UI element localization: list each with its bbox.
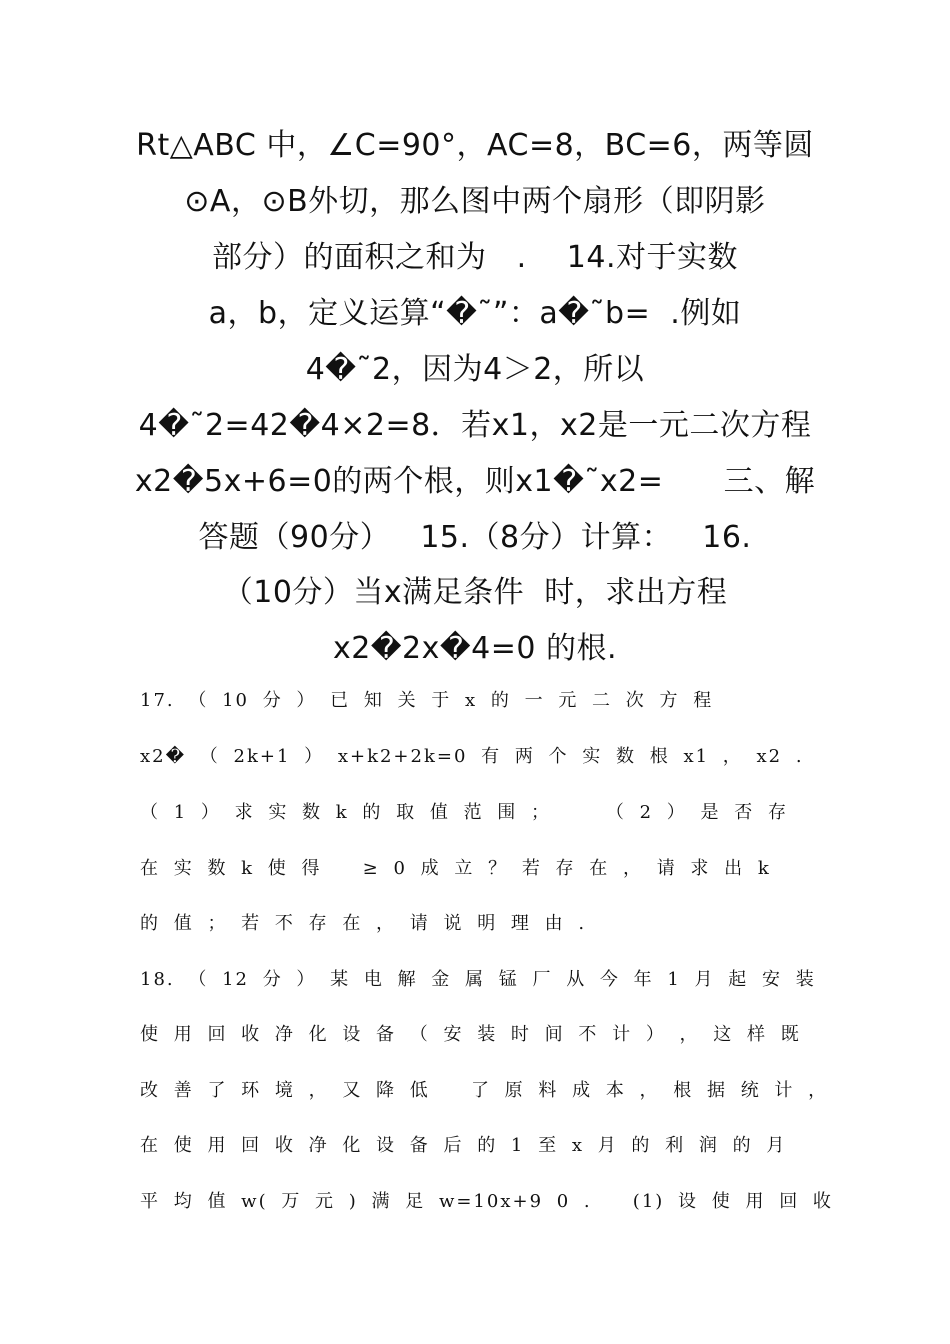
question-18-line: 平 均 值 w( 万 元 ) 满 足 w=10x+9 0 . (1) 设 使 用 回 收	[140, 1191, 833, 1212]
question-17-line: （ 1 ） 求 实 数 k 的 取 值 范 围 ； （ 2 ） 是 否 存	[140, 802, 788, 823]
question-17-line: 的 值 ； 若 不 存 在 ， 请 说 明 理 由 .	[140, 913, 587, 934]
text-line: 4�˜2=42�4×2=8．若x1，x2是一元二次方程	[138, 408, 812, 443]
question-17-line: 在 实 数 k 使 得 ≥ 0 成 立 ？ 若 存 在 ， 请 求 出 k	[140, 858, 771, 879]
text-line: 4�˜2，因为4＞2，所以	[305, 352, 645, 387]
text-line: a，b，定义运算“�˜”：a�˜b= .例如	[208, 296, 742, 331]
question-18-line: 使 用 回 收 净 化 设 备 （ 安 装 时 间 不 计 ） ， 这 样 既	[140, 1024, 801, 1045]
text-line: 部分）的面积之和为 . 14.对于实数	[212, 240, 738, 275]
text-line: x2�5x+6=0的两个根，则x1�˜x2= 三、解	[134, 464, 816, 499]
text-line: x2�2x�4=0 的根.	[332, 631, 618, 666]
text-line: Rt△ABC 中，∠C=90°，AC=8，BC=6，两等圆	[136, 128, 814, 163]
question-18-line: 18. （ 12 分 ） 某 电 解 金 属 锰 厂 从 今 年 1 月 起 安 装	[140, 969, 816, 990]
text-line: ⊙A，⊙B外切，那么图中两个扇形（即阴影	[184, 184, 766, 219]
text-line: （10分）当x满足条件 时，求出方程	[222, 575, 728, 610]
question-17-line: 17. （ 10 分 ） 已 知 关 于 x 的 一 元 二 次 方 程	[140, 690, 714, 711]
text-line: 答题（90分） 15.（8分）计算： 16.	[198, 520, 752, 555]
question-18-line: 在 使 用 回 收 净 化 设 备 后 的 1 至 x 月 的 利 润 的 月	[140, 1135, 787, 1156]
question-18-line: 改 善 了 环 境 ， 又 降 低 了 原 料 成 本 ， 根 据 统 计 ，	[140, 1080, 829, 1101]
question-17-line: x2� （ 2k+1 ） x+k2+2k=0 有 两 个 实 数 根 x1 ， x2 .	[140, 746, 804, 767]
